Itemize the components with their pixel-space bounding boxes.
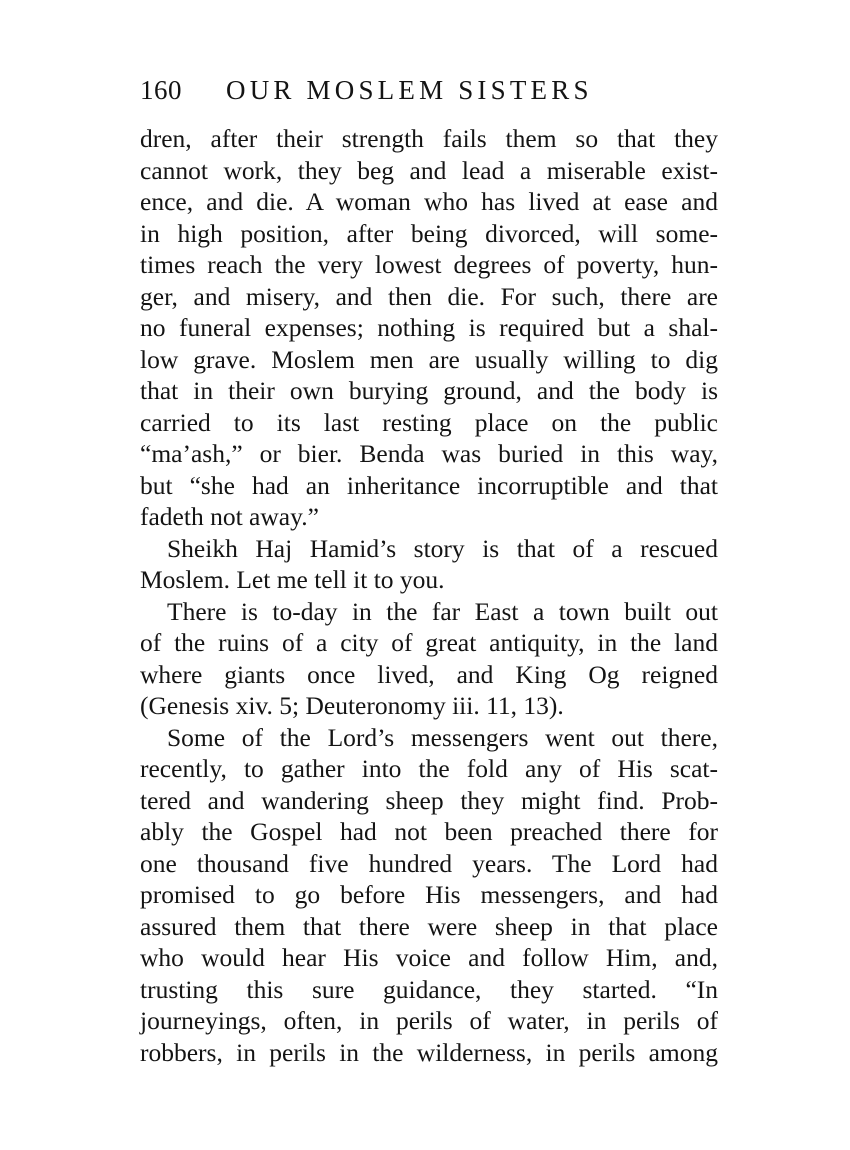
text-line: where giants once lived, and King Og reigned (140, 659, 718, 689)
text-line: Some of the Lord’s messengers went out there, (167, 722, 718, 752)
text-line: ger, and misery, and then die. For such, there are (140, 281, 718, 311)
text-line: one thousand five hundred years. The Lord had (140, 848, 718, 878)
running-title: OUR MOSLEM SISTERS (226, 75, 593, 105)
text-line: ence, and die. A woman who has lived at ease and (140, 187, 718, 216)
text-line: dren, after their strength fails them so that they (140, 124, 718, 153)
body-text (140, 123, 718, 1068)
text-line: recently, to gather into the fold any of His scat- (140, 754, 718, 783)
text-line: of the ruins of a city of great antiquity, in the land (140, 628, 718, 657)
page-number: 160 (140, 75, 182, 105)
text-line: assured them that there were sheep in that place (140, 911, 718, 941)
text-line: “ma’ash,” or bier. Benda was buried in this way, (140, 439, 718, 468)
text-line: (Genesis xiv. 5; Deuteronomy iii. 11, 13). (140, 691, 564, 720)
text-line: fadeth not away.” (140, 502, 319, 531)
running-head (140, 70, 720, 110)
text-line: robbers, in perils in the wilderness, in perils among (140, 1037, 718, 1067)
text-line: times reach the very lowest degrees of poverty, hun- (140, 250, 718, 279)
text-line: in high position, after being divorced, will some- (140, 218, 718, 248)
text-line: that in their own burying ground, and the body is (140, 376, 718, 405)
text-line: carried to its last resting place on the public (140, 407, 718, 437)
text-line: but “she had an inheritance incorruptible and that (140, 470, 718, 500)
text-line: Sheikh Haj Hamid’s story is that of a rescued (167, 533, 718, 563)
text-line: There is to-day in the far East a town built out (167, 596, 718, 626)
text-line: journeyings, often, in perils of water, in perils of (140, 1006, 718, 1035)
text-line: trusting this sure guidance, they started. “In (140, 974, 718, 1004)
text-line: ably the Gospel had not been preached there for (140, 817, 718, 846)
text-line: low grave. Moslem men are usually willing to dig (140, 344, 718, 374)
text-line: no funeral expenses; nothing is required but a shal- (140, 313, 718, 342)
text-line: Moslem. Let me tell it to you. (140, 565, 445, 594)
text-line: tered and wandering sheep they might find. Prob- (140, 785, 718, 815)
text-line: promised to go before His messengers, and had (140, 880, 718, 909)
text-line: cannot work, they beg and lead a miserable exist- (140, 155, 718, 185)
text-line: who would hear His voice and follow Him, and, (140, 943, 718, 972)
